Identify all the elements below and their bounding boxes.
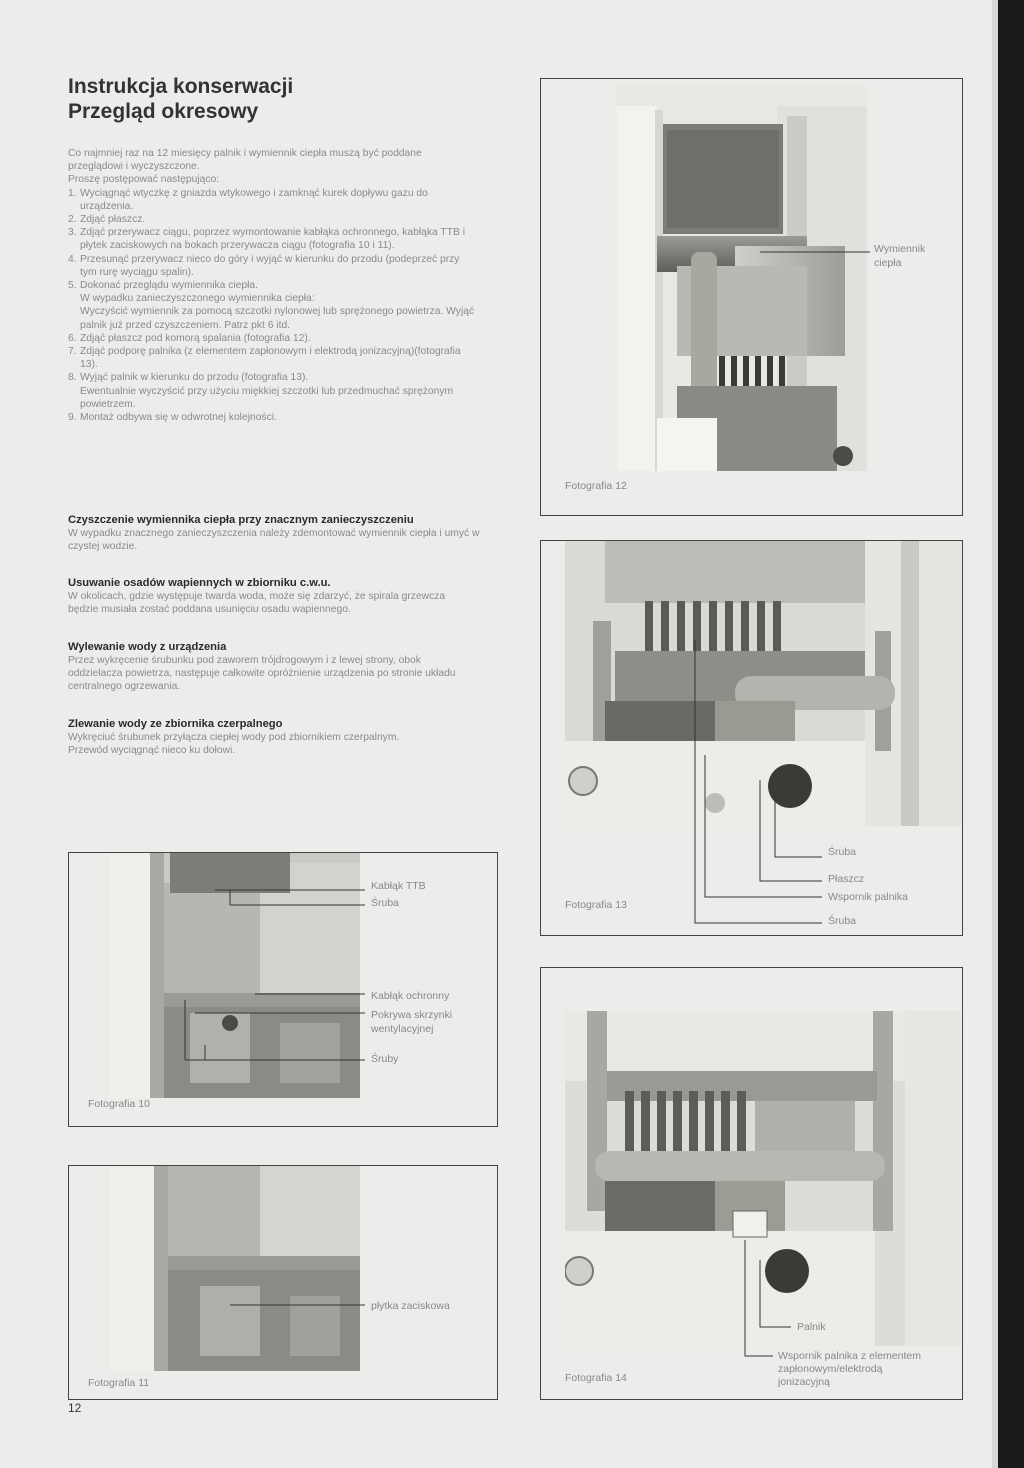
step-text: Przesunąć przerywacz nieco do góry i wyjąć w kierunku do przodu (podeprzeć przy tym rurę wyciągu spalin).	[80, 253, 460, 278]
title-line-1: Instrukcja konserwacji	[68, 75, 294, 98]
step-number: 5.	[68, 280, 77, 292]
section-text: Wykręciuć śrubunek przyłącza ciepłej wody pod zbiornikiem czerpalnym. Przewód wyciągnąć nieco ku dołowi.	[68, 732, 400, 757]
label-wspornik-3: jonizacyjną	[778, 1376, 830, 1388]
label-sruba-top: Śruba	[828, 846, 857, 858]
list-item	[68, 226, 478, 252]
title-line-2: Przegląd okresowy	[68, 100, 259, 123]
intro-line: Co najmniej raz na 12 miesięcy palnik i wymiennik ciepła muszą być poddane przeglądowi i wyczyszczone.	[68, 148, 422, 173]
step-number: 2.	[68, 214, 77, 226]
steps-list	[68, 187, 478, 425]
label-pokrywa-1: Pokrywa skrzynki	[371, 1009, 453, 1021]
list-item	[68, 332, 478, 345]
label-wspornik-1: Wspornik palnika z elementem	[778, 1350, 921, 1362]
step-number: 4.	[68, 253, 77, 265]
list-item	[68, 279, 478, 332]
step-text: Zdjąć płaszcz.	[80, 214, 146, 226]
label-pokrywa-2: wentylacyjnej	[371, 1023, 434, 1035]
caption-photo-10: Fotografia 10	[88, 1098, 150, 1110]
caption-photo-11: Fotografia 11	[88, 1377, 150, 1389]
page-edge-dark	[998, 0, 1024, 1468]
label-plytka: płytka zaciskowa	[371, 1300, 450, 1312]
step-text: Wyciągnąć wtyczkę z gniazda wtykowego i zamknąć kurek dopływu gazu do urządzenia.	[80, 187, 428, 212]
section-text: W okolicach, gdzie występuje twarda woda, może się zdarzyć, że spirala grzewcza będzie musiała zostać poddana usunięciu osadu wapiennego.	[68, 591, 446, 616]
caption-photo-13: Fotografia 13	[565, 899, 627, 911]
label-wymiennik-1: Wymiennik	[874, 243, 926, 255]
label-palnik: Palnik	[797, 1321, 826, 1333]
step-number: 1.	[68, 187, 77, 199]
intro-line: Proszę postępować następująco:	[68, 174, 220, 186]
step-number: 3.	[68, 227, 77, 239]
section-text: Przez wykręcenie śrubunku pod zaworem trójdrogowym i z lewej strony, obok oddzielacza powietrza, następuje całkowite opróżnienie urządzenia po stronie układu centralnego ogrzewania.	[68, 655, 456, 693]
list-item	[68, 213, 478, 226]
section-drain-tank	[68, 717, 488, 757]
caption-photo-12: Fotografia 12	[565, 480, 627, 492]
list-item	[68, 253, 478, 279]
label-wymiennik-2: ciepła	[874, 257, 902, 269]
label-wspornik: Wspornik palnika	[828, 891, 908, 903]
photo-13	[565, 541, 961, 826]
section-drain-device	[68, 640, 488, 694]
photo-11	[110, 1166, 360, 1371]
page-title	[68, 74, 293, 124]
label-wspornik-2: zapłonowym/elektrodą	[778, 1363, 883, 1375]
label-plaszcz: Płaszcz	[828, 873, 865, 885]
section-heading: Wylewanie wody z urządzenia	[68, 641, 227, 653]
page-number: 12	[68, 1401, 82, 1415]
step-text: Wyjąć palnik w kierunku do przodu (fotografia 13).	[80, 372, 309, 384]
section-text: W wypadku znacznego zanieczyszczenia należy zdemontować wymiennik ciepła i umyć w czystej wodzie.	[68, 528, 480, 553]
list-item	[68, 345, 478, 371]
label-sruba: Śruba	[371, 897, 400, 909]
step-extra: W wypadku zanieczyszczonego wymiennika ciepła:	[80, 293, 315, 305]
step-extra: Ewentualnie wyczyścić przy użyciu miękkiej szczotki lub przedmuchać sprężonym powietrzem.	[80, 385, 454, 410]
step-text: Montaż odbywa się w odwrotnej kolejności.	[80, 412, 277, 424]
photo-14	[565, 1011, 961, 1346]
step-text: Zdjąć podporę palnika (z elementem zapłonowym i elektrodą jonizacyjną)(fotografia 13).	[80, 346, 461, 371]
label-sruba-bottom: Śruba	[828, 915, 857, 927]
photo-12	[617, 86, 867, 471]
list-item	[68, 411, 478, 424]
step-number: 6.	[68, 332, 77, 344]
section-cleaning	[68, 513, 488, 553]
step-number: 8.	[68, 372, 77, 384]
intro-block	[68, 147, 478, 424]
photo-10	[110, 853, 360, 1098]
step-extra: Wyczyścić wymiennik za pomocą szczotki nylonowej lub sprężonego powietrza. Wyjąć palnik już przed czyszczeniem. Patrz pkt 6 itd.	[80, 306, 475, 331]
list-item	[68, 187, 478, 213]
label-sruby: Śruby	[371, 1053, 399, 1065]
step-text: Zdjąć płaszcz pod komorą spalania (fotografia 12).	[80, 332, 311, 344]
label-kablak-ttb: Kabłąk TTB	[371, 880, 426, 892]
list-item	[68, 371, 478, 411]
step-text: Zdjąć przerywacz ciągu, poprzez wymontowanie kabłąka ochronnego, kabłąka TTB i płytek zaciskowych na bokach przerywacza ciągu (fotografia 10 i 11).	[80, 227, 465, 252]
section-limescale	[68, 576, 488, 616]
step-text: Dokonać przeglądu wymiennika ciepła.	[80, 280, 259, 292]
caption-photo-14: Fotografia 14	[565, 1372, 627, 1384]
section-heading: Usuwanie osadów wapiennych w zbiorniku c.w.u.	[68, 577, 331, 589]
step-number: 9.	[68, 412, 77, 424]
section-heading: Zlewanie wody ze zbiornika czerpalnego	[68, 718, 283, 730]
section-heading: Czyszczenie wymiennika ciepła przy znacznym zanieczyszczeniu	[68, 514, 414, 526]
label-kablak-ochronny: Kabłąk ochronny	[371, 990, 450, 1002]
step-number: 7.	[68, 346, 77, 358]
